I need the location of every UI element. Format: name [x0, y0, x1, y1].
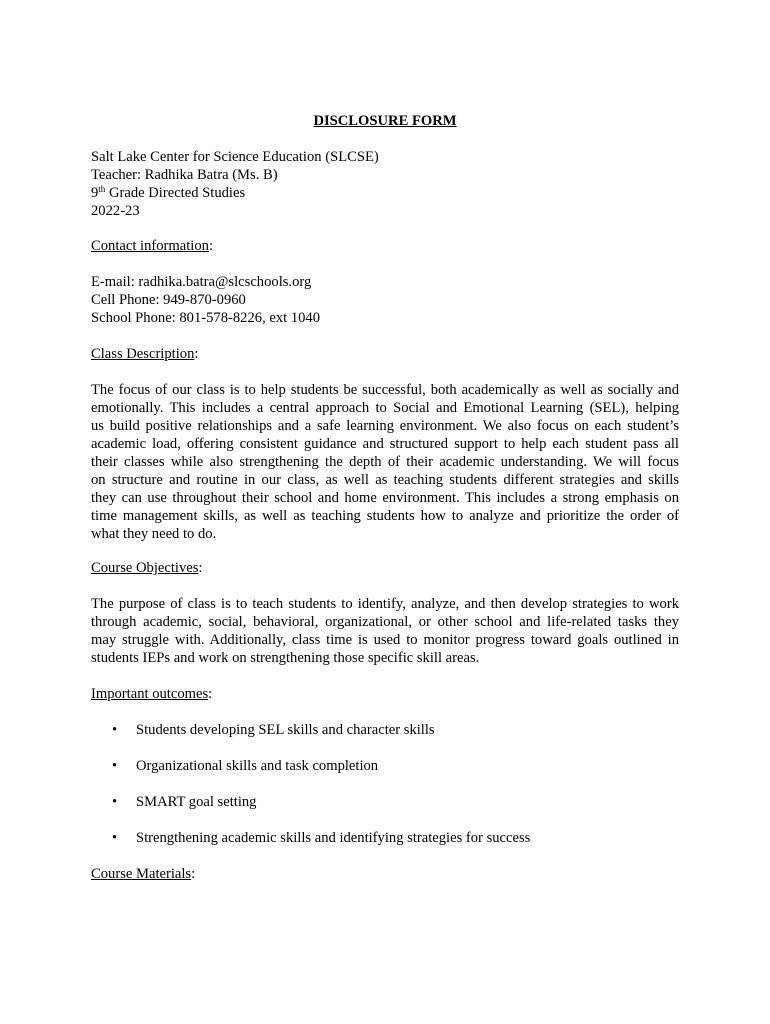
list-item-text: SMART goal setting [136, 794, 257, 810]
paragraph-line: academic load, offering consistent guidance and structured support to help each student pass all [91, 436, 679, 452]
important-outcomes-heading [91, 685, 679, 703]
email-line: E-mail: radhika.batra@slcschools.org [91, 274, 312, 290]
course-materials-heading [91, 865, 679, 883]
list-item-text: Students developing SEL skills and character skills [136, 722, 435, 738]
colon: : [208, 238, 214, 254]
class-description-paragraph [91, 381, 679, 543]
paragraph-line: The focus of our class is to help students be successful, both academically as well as socially and [91, 382, 679, 398]
paragraph-line: The purpose of class is to teach students to identify, analyze, and then develop strategies to work [91, 596, 679, 612]
class-description-heading-text: Class Description [91, 346, 195, 362]
class-description-heading [91, 345, 679, 363]
bullet-icon: • [112, 758, 118, 774]
course-materials-heading-text: Course Materials [91, 866, 192, 882]
list-item-text: Organizational skills and task completion [136, 758, 379, 774]
paragraph-line: students IEPs and work on strengthening those specific skill areas. [91, 650, 480, 666]
bullet-icon: • [112, 794, 118, 810]
paragraph-line: through academic, social, behavioral, organizational, or other school and life-related tasks they [91, 614, 679, 630]
course-objectives-heading-text: Course Objectives [91, 560, 199, 576]
document-title: DISCLOSURE FORM [313, 113, 457, 129]
school-name: Salt Lake Center for Science Education (SLCSE) [91, 149, 379, 165]
paragraph-line: on structure and routine in our class, as well as teaching students different strategies and skills [91, 472, 679, 488]
colon: : [194, 346, 199, 362]
course-objectives-heading [91, 559, 679, 577]
header-info [91, 148, 679, 220]
paragraph-line: what they need to do. [91, 526, 217, 542]
paragraph-line: emotionally. This includes a central approach to Social and Emotional Learning (SEL), helping [91, 400, 679, 416]
contact-heading-text: Contact information [91, 238, 209, 254]
grade-suffix: th [98, 184, 106, 194]
paragraph-line: us build positive relationships and a safe learning environment. We also focus on each student’s [91, 418, 679, 434]
list-item-text: Strengthening academic skills and identifying strategies for success [136, 830, 531, 846]
grade-number: 9 [91, 185, 99, 201]
cell-phone-line: Cell Phone: 949-870-0960 [91, 292, 246, 308]
course-name [91, 184, 679, 202]
bullet-icon: • [112, 722, 118, 738]
important-outcomes-heading-text: Important outcomes [91, 686, 209, 702]
teacher-name: Teacher: Radhika Batra (Ms. B) [91, 167, 278, 183]
bullet-icon: • [112, 830, 118, 846]
colon: : [198, 560, 203, 576]
paragraph-line: may struggle with. Additionally, class time is used to monitor progress toward goals outlined in [91, 632, 679, 648]
contact-info [91, 273, 679, 327]
course-objectives-paragraph [91, 595, 679, 667]
school-phone-line: School Phone: 801-578-8226, ext 1040 [91, 310, 321, 326]
colon: : [208, 686, 213, 702]
contact-heading [91, 237, 679, 255]
paragraph-line: they can use throughout their school and home environment. This includes a strong emphasis on [91, 490, 679, 506]
course-title: Grade Directed Studies [105, 185, 246, 201]
paragraph-line: time management skills, as well as teaching students how to analyze and prioritize the order of [91, 508, 679, 524]
paragraph-line: their classes while also strengthening the depth of their academic understanding. We will focus [91, 454, 679, 470]
colon: : [191, 866, 196, 882]
school-year: 2022-23 [91, 203, 140, 219]
